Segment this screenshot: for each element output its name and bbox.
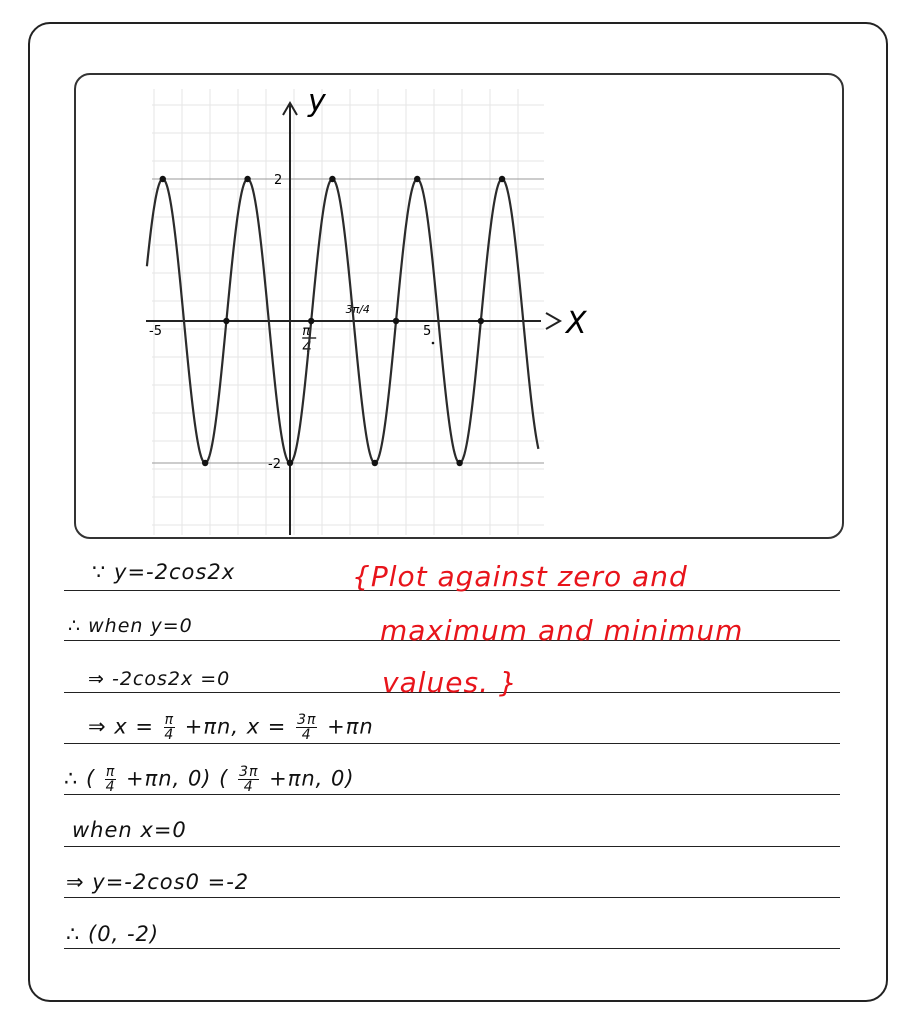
fraction-num: π	[164, 712, 175, 728]
tick-label: 5	[423, 324, 432, 339]
work-line-4-b: +πn, x =	[184, 714, 287, 739]
key-point	[287, 460, 293, 466]
key-point	[244, 176, 250, 182]
key-point	[329, 176, 335, 182]
key-point	[202, 460, 208, 466]
fraction-3pi-over-4	[296, 713, 317, 742]
work-line-4-a: ⇒ x =	[88, 714, 154, 739]
annotation-pi-over-4-num: π	[302, 324, 311, 339]
key-point	[160, 176, 166, 182]
fraction-3pi-over-4	[238, 765, 259, 794]
work-line-7: ⇒ y=-2cos0 =-2	[66, 870, 250, 894]
work-line-8: ∴ (0, -2)	[66, 922, 160, 946]
x-axis-label: X	[566, 306, 587, 341]
note-line-2: maximum and minimum	[380, 614, 744, 647]
work-line-2: ∴ when y=0	[68, 615, 193, 637]
work-line-4-c: +πn	[327, 714, 374, 739]
x-axis-arrow-icon	[546, 313, 560, 329]
key-point	[456, 460, 462, 466]
note-line-3: values. }	[382, 666, 518, 699]
work-line-5	[64, 765, 355, 794]
key-point	[393, 318, 399, 324]
fraction-pi-over-4	[164, 713, 175, 742]
fraction-den: 4	[105, 779, 116, 795]
tick-dot	[432, 342, 435, 345]
fraction-pi-over-4	[105, 765, 116, 794]
ruled-line	[64, 743, 840, 744]
annotation-pi-over-4-den: 4	[302, 338, 312, 356]
key-point	[478, 318, 484, 324]
fraction-num: π	[105, 764, 116, 780]
fraction-num: 3π	[239, 764, 259, 780]
work-line-3: ⇒ -2cos2x =0	[88, 668, 231, 690]
ruled-line	[64, 948, 840, 949]
work-line-6: when x=0	[72, 818, 187, 842]
fraction-den: 4	[243, 779, 254, 795]
work-line-1: ∵ y=-2cos2x	[92, 560, 236, 584]
fraction-den: 4	[301, 727, 312, 743]
key-point	[308, 318, 314, 324]
tick-label: -5	[149, 324, 162, 339]
work-line-5-a: ∴ (	[64, 766, 96, 791]
work-line-5-c: +πn, 0)	[269, 766, 355, 791]
tick-label: 2	[274, 173, 283, 188]
key-point	[414, 176, 420, 182]
ruled-line	[64, 897, 840, 898]
key-point	[223, 318, 229, 324]
y-axis-label: y	[308, 84, 326, 119]
ruled-line	[64, 846, 840, 847]
annotation-3pi-over-4: 3π/4	[345, 303, 370, 316]
key-point	[372, 460, 378, 466]
graph-panel	[74, 73, 844, 539]
fraction-num: 3π	[297, 712, 317, 728]
ruled-line	[64, 794, 840, 795]
note-line-1: {Plot against zero and	[352, 560, 688, 593]
fraction-den: 4	[164, 727, 175, 743]
work-line-4	[88, 713, 374, 742]
tick-label: -2	[268, 457, 281, 472]
work-line-5-b: +πn, 0) (	[126, 766, 229, 791]
cosine-graph	[76, 75, 842, 537]
key-point	[499, 176, 505, 182]
